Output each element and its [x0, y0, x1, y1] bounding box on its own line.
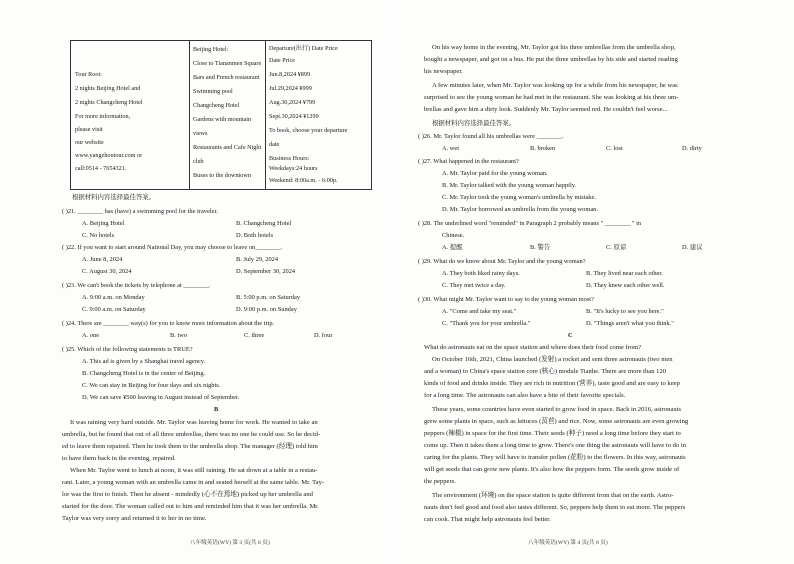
option: C. 原谅 — [606, 244, 627, 251]
page-footer: 八年级英语(WY) 第 4 页(共 8 页) — [528, 540, 608, 546]
ad-line: Changcheng Hotel — [193, 102, 240, 109]
passage-line: rant. Later, a young woman with an umbrella came in and seated herself at the same table. Mr. Tay- — [62, 479, 325, 486]
instruction: 根据材料内容选择最佳答案。 — [432, 120, 516, 127]
ad-line: please visit — [75, 126, 103, 133]
ad-line: For more information, — [75, 113, 131, 120]
ad-line: call:0514 - 7654321. — [75, 165, 127, 172]
option: D. 建议 — [682, 244, 703, 251]
ad-line: views — [193, 130, 208, 137]
passage-line: bought a newspaper, and got on a bus. He put the three umbrellas by his side and started reading — [424, 56, 678, 63]
passage-line: come up. Then it takes them a long time to grow. There's one thing the astronauts will have to do in — [424, 442, 687, 449]
passage-line: Taylor was very sorry and returned it to her in no time. — [62, 515, 207, 522]
option: D. They knew each other well. — [586, 282, 665, 289]
ad-col-tour — [71, 41, 190, 189]
question-28: ( )28. The underlined word "reminded" in Paragraph 2 probably means " ________ " in — [418, 220, 642, 227]
passage-line: What do astronauts eat on the space station and where does their food come from? — [424, 344, 642, 351]
passage-line: and a woman) to China's space station core (核心) module Tianhe. There are more than 120 — [424, 368, 667, 375]
option: A. one — [82, 332, 100, 339]
passage-line: A few minutes later, when Mr. Taylor was looking up for a while from his newspaper, he was — [432, 82, 678, 89]
option: C. No hotels — [82, 232, 115, 239]
ad-line: Aug.30,2024 ¥799 — [269, 99, 316, 106]
option: B. July 29, 2024 — [236, 256, 279, 263]
question-24: ( )24. There are ________ way(s) for you to know more information about the trip. — [62, 320, 275, 327]
question-28-cont: Chinese. — [442, 232, 465, 239]
question-29: ( )29. What do we know about Mr. Taylor and the young woman? — [418, 258, 586, 265]
passage-line: These years, some countries have even started to grow food in space. Back in 2016, astronauts — [432, 406, 682, 413]
option: A. They both liked rainy days. — [442, 270, 520, 277]
question-21: ( )21. ________ has (have) a swimming pool for the traveler. — [62, 208, 218, 215]
option: A. Beijing Hotel — [82, 220, 125, 227]
ad-line: www.yangzhoutour.com or — [75, 152, 143, 159]
passage-line: the peppers. — [424, 478, 456, 485]
ad-line: Date Price — [269, 57, 295, 64]
option: B. 警告 — [530, 244, 551, 251]
passage-line: peppers (辣椒) in space for the first time. Their seeds (种子) need a long time before they start to — [424, 430, 681, 437]
option: A. June 8, 2024 — [82, 256, 123, 263]
ad-line: Jun.8,2024 ¥899 — [269, 71, 311, 78]
passage-line: When Mr. Taylor went to lunch at noon, it was still raining. He sat down at a table in a restau- — [70, 467, 318, 474]
option: D. dirty — [682, 145, 702, 152]
option: B. "It's lucky to see you here." — [586, 308, 664, 315]
ad-line: 2 nights Beijing Hotel and — [75, 85, 141, 92]
ad-line: To book, choose your departure — [269, 127, 348, 134]
option: C. lost — [606, 145, 623, 152]
option: C. Mr. Taylor took the young woman's umbrella by mistake. — [442, 194, 596, 201]
passage-line: brellas and gave him a dirty look. Suddenly Mr. Taylor seemed red. He couldn't feel worse... — [424, 106, 668, 113]
passage-line: caring for the plants. They will have to transfer pollen (花粉) to the flowers. In this way, astronauts — [424, 454, 686, 461]
passage-line: can cook. That might help astronauts feel better. — [424, 516, 551, 523]
passage-line: to have them back in the evening, repaired. — [62, 455, 176, 462]
option: C. They met twice a day. — [442, 282, 506, 289]
passage-line: The environment (环境) on the space station is quite different from that on the earth. Astro- — [432, 492, 674, 499]
ad-line: Weekend: 8:00a.m. - 6:00p. — [269, 177, 338, 184]
option: B. Changcheng Hotel is in the center of Beijing. — [82, 370, 206, 377]
ad-line: 2 nights Changcheng Hotel — [75, 99, 143, 106]
question-23: ( )23. We can't book the tickets by telephone at ________. — [62, 282, 211, 289]
passage-line: On October 16th, 2021, China launched (发射) a rocket and sent three astronauts (two men — [432, 356, 673, 363]
passage-line: It was raining very hard outside. Mr. Taylor was leaving home for work. He wanted to take an — [70, 419, 318, 426]
passage-line: surprised to see the young woman he had met in the restaurant. She was looking at his three um- — [424, 94, 679, 101]
passage-line: will get seeds that can grow new plants. It's also how the peppers form. The seeds grow inside of — [424, 466, 680, 473]
option: C. 9:00 a.m. on Saturday — [82, 306, 146, 313]
option: D. September 30, 2024 — [236, 268, 296, 275]
option: A. Mr. Taylor paid for the young woman. — [442, 170, 548, 177]
ad-col-hotels — [189, 41, 266, 189]
question-22: ( )22. If you want to start around National Day, you may choose to leave on________. — [62, 244, 283, 251]
option: B. broken — [530, 145, 556, 152]
option: B. Changcheng Hotel — [236, 220, 292, 227]
option: C. August 30, 2024 — [82, 268, 132, 275]
passage-line: for a long time. The astronauts can also have a bite of their favorite specials. — [424, 392, 626, 399]
passage-line: umbrella, but he found that out of all three umbrellas, there was no one he could use. So he decid- — [62, 431, 321, 438]
ad-line: Weekdays:24 hours — [269, 165, 318, 172]
instruction: 根据材料内容选择最佳答案。 — [72, 194, 156, 201]
passage-line: kinds of food and drinks inside. They are rich in nutrition (营养), taste good and are easy to keep — [424, 380, 680, 387]
option: C. "Thank you for your umbrella." — [442, 320, 531, 327]
option: D. Mr. Taylor borrowed an umbrella from the young woman. — [442, 206, 598, 213]
ad-line: Buses to the downtown — [193, 172, 251, 179]
passage-line: On his way home in the evening, Mr. Taylor got his three umbrellas from the umbrella shop, — [432, 44, 676, 51]
ad-line: Restaurants and Cafe Night — [193, 144, 262, 151]
travel-ad-table — [70, 40, 372, 190]
option: D. Both hotels — [236, 232, 274, 239]
ad-line: Beijing Hotel: — [193, 46, 229, 53]
option: A. 提醒 — [442, 244, 463, 251]
ad-line: Jul.29,2024 ¥999 — [269, 85, 312, 92]
option: A. wet — [442, 145, 460, 152]
section-c-heading: C — [568, 332, 573, 339]
option: D. four — [314, 332, 333, 339]
ad-line: date — [269, 141, 280, 148]
ad-line: Sept.30,2024 ¥1299 — [269, 113, 319, 120]
passage-line: started for the door. The woman called out to him and reminded him that it was her umbrella. Mr. — [62, 503, 319, 510]
option: B. Mr. Taylor talked with the young woman happily. — [442, 182, 577, 189]
question-26: ( )26. Mr. Taylor found all his umbrellas were ________. — [418, 133, 564, 140]
question-25: ( )25. Which of the following statements is TRUE? — [62, 346, 193, 353]
option: C. three — [244, 332, 265, 339]
ad-line: club — [193, 158, 204, 165]
passage-line: nauts don't feel good and food also tastes different. So, peppers help them to eat more. The peppers — [424, 504, 686, 511]
option: D. We can save ¥500 leaving in August instead of September. — [82, 394, 240, 401]
option: D. "Things aren't what you think." — [586, 320, 674, 327]
ad-line: Business Hours: — [269, 155, 310, 162]
option: B. 5:00 p.m. on Saturday — [236, 294, 301, 301]
ad-line: Gardens with mountain — [193, 116, 252, 123]
option: D. 9:00 p.m. on Sunday — [236, 306, 297, 313]
option: A. "Come and take my seat." — [442, 308, 517, 315]
ad-line: Tour Root: — [75, 71, 102, 78]
passage-line: ed to leave them repaired. Then he took them to the umbrella shop. The manager (经理) told him — [62, 443, 318, 450]
passage-line: lor was the first to finish. Then he absent - mindedly (心不在焉地) picked up her umbrella and — [62, 491, 313, 498]
right-page — [398, 0, 794, 564]
question-27: ( )27. What happened in the restaurant? — [418, 158, 519, 165]
question-30: ( )30. What might Mr. Taylor want to say to the young woman most? — [418, 296, 594, 303]
passage-line: his newspaper. — [424, 68, 463, 75]
option: B. They lived near each other. — [586, 270, 663, 277]
option: B. two — [170, 332, 188, 339]
ad-line: Bars and French restaurant — [193, 74, 260, 81]
passage-line: grew some plants in space, such as lettuces (莴苣) and rice. Now, some astronauts are even growing — [424, 418, 689, 425]
page-footer: 八年级英语(WY) 第 3 页(共 8 页) — [190, 540, 270, 546]
section-b-heading: B — [214, 406, 219, 413]
left-page — [0, 0, 396, 564]
ad-line: our website — [75, 139, 104, 146]
ad-line: Swimming pool — [193, 88, 233, 95]
option: C. We can stay in Beijing for four days and six nights. — [82, 382, 221, 389]
ad-line: Departure(出行) Date Price — [269, 45, 338, 52]
ad-line: Close to Tiananmen Square — [193, 60, 262, 67]
option: A. 9:00 a.m. on Monday — [82, 294, 145, 301]
option: A. This ad is given by a Shanghai travel agency. — [82, 358, 206, 365]
